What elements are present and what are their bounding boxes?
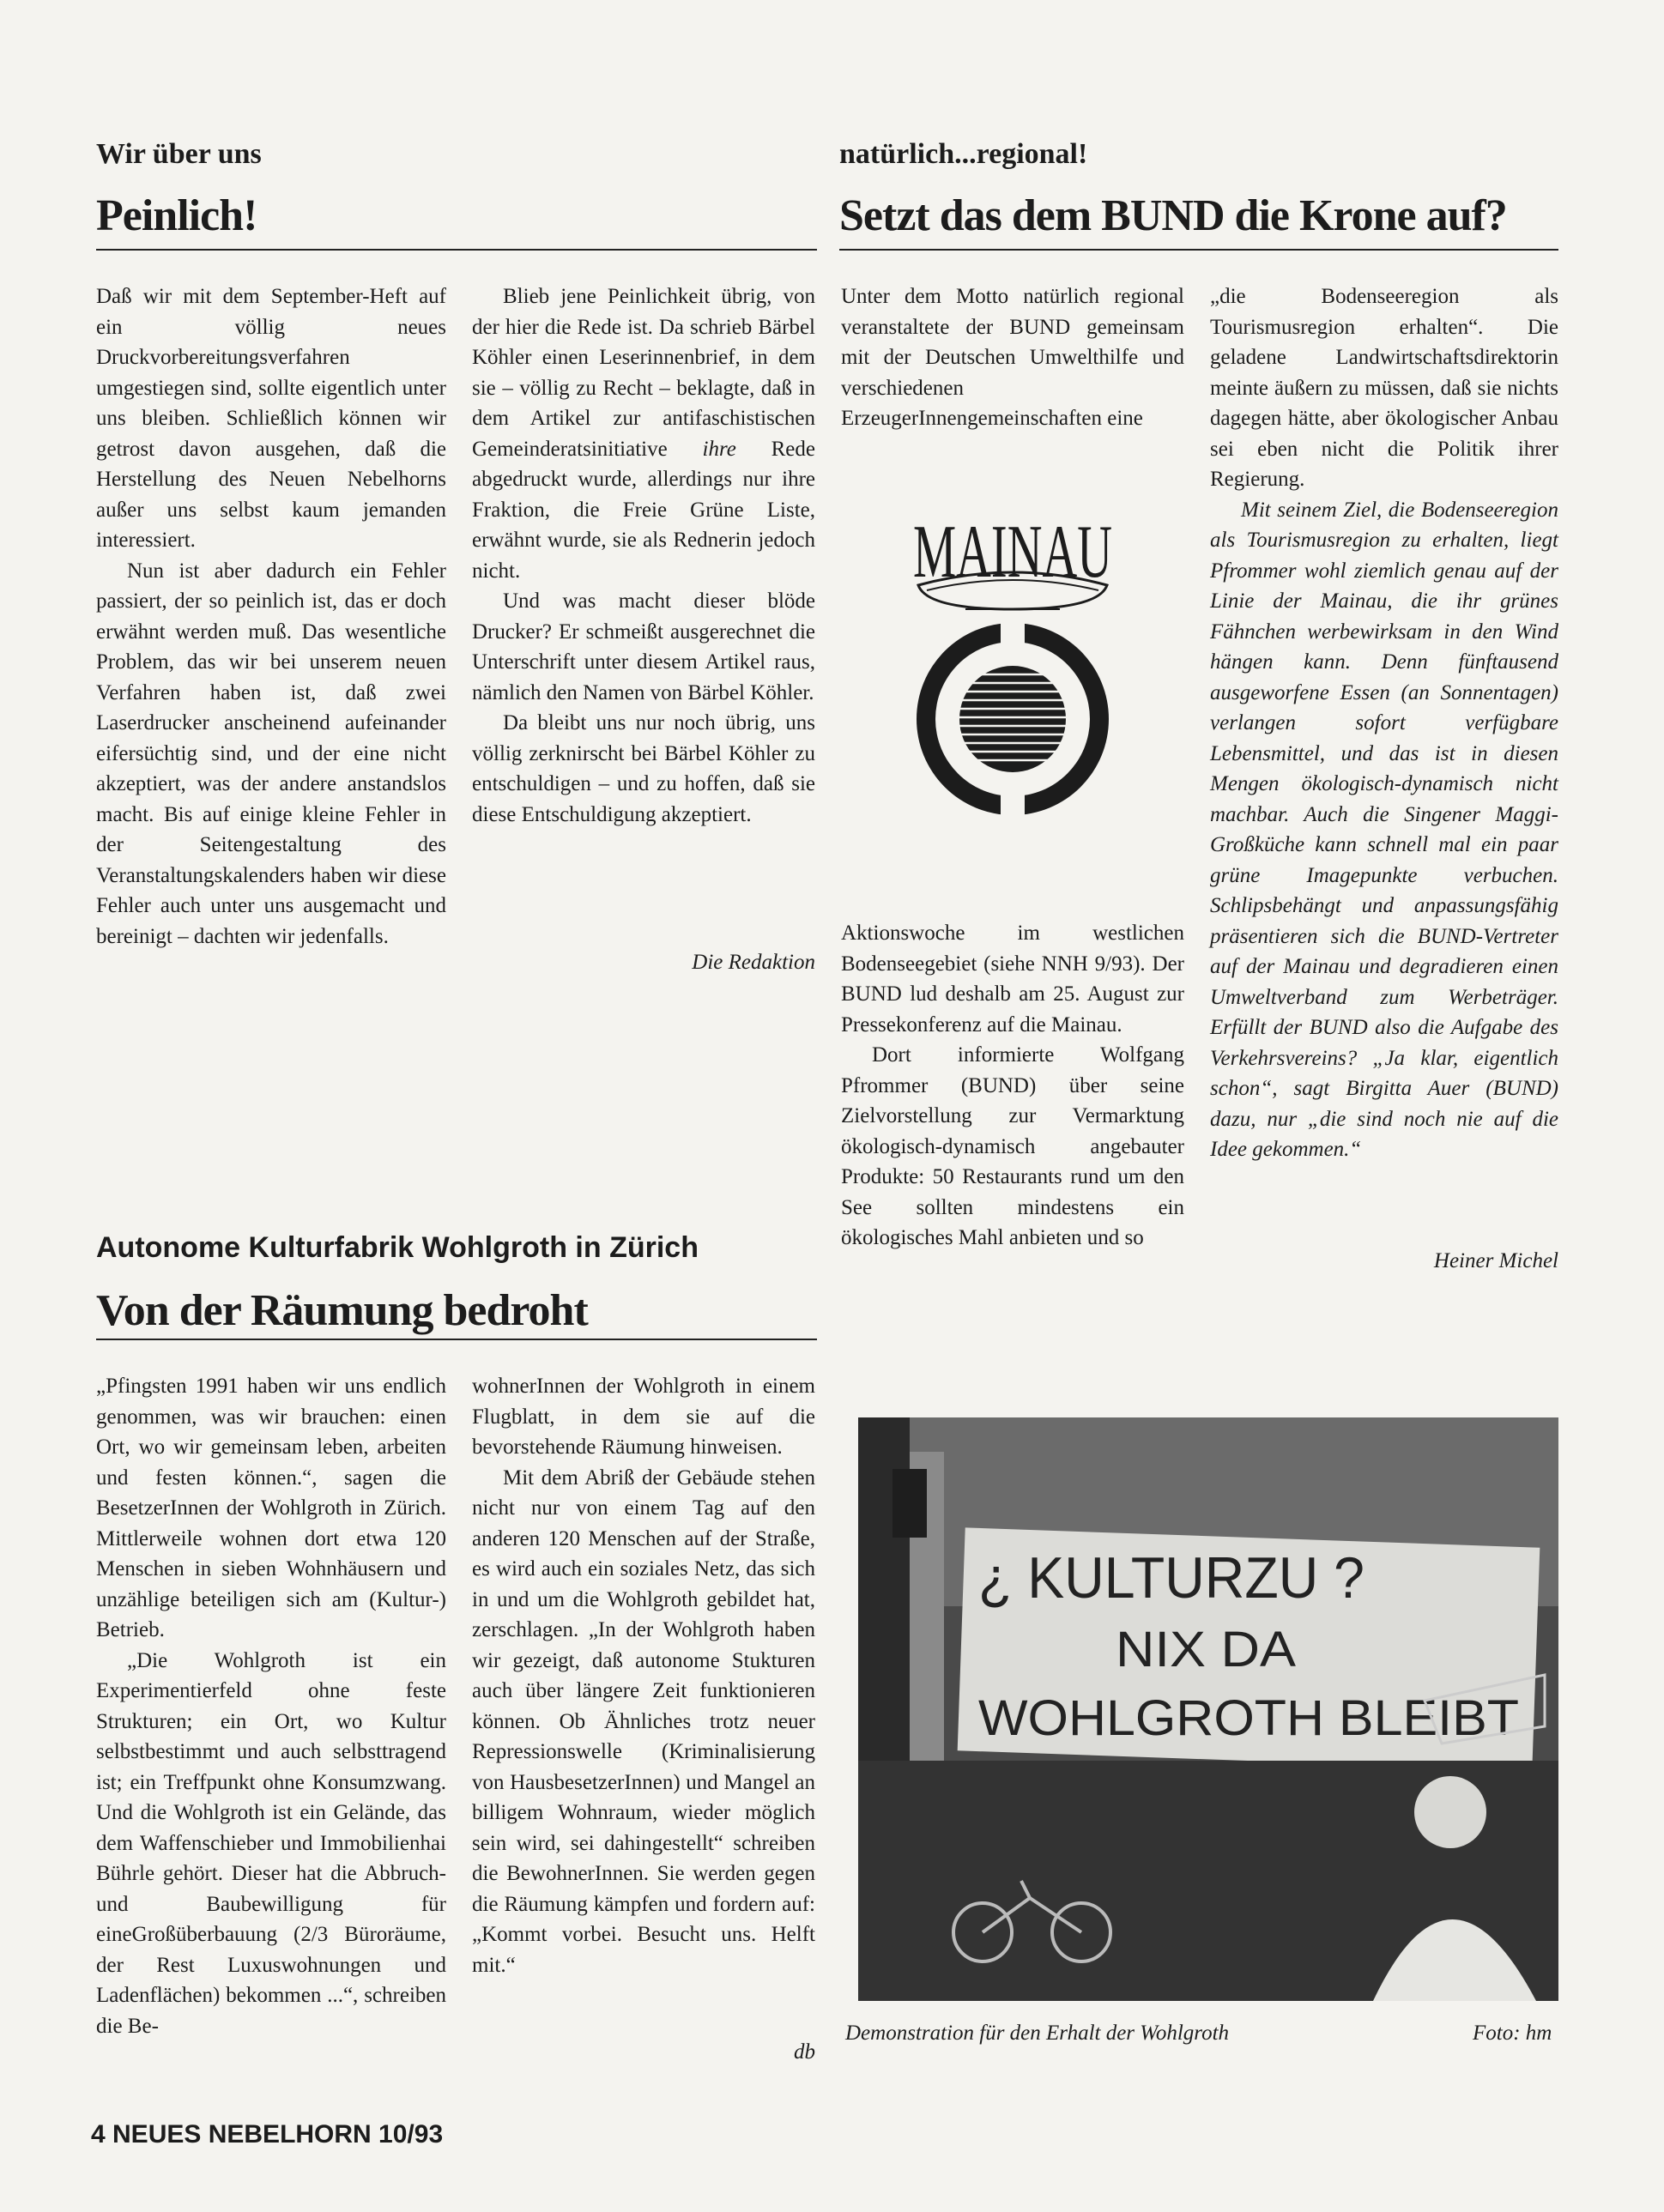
bottom-kicker: Autonome Kulturfabrik Wohlgroth in Zürich	[96, 1231, 699, 1264]
left-article-col2	[472, 281, 815, 830]
photo-scene	[858, 1417, 1558, 2001]
right-article-col1-bottom	[841, 918, 1184, 1254]
text-run: Rede abgedruckt wurde, allerdings nur ihre Fraktion, die Freie Grüne Liste, erwähnt wurde, sie als Rednerin jedoch nicht.	[472, 437, 815, 583]
bottom-article-col1	[96, 1371, 446, 2041]
paragraph	[472, 281, 815, 586]
paragraph: Unter dem Motto natürlich regional veranstaltete der BUND gemeinsam mit der Deutschen Umwelthilfe und verschiedenen ErzeugerInnengemeinschaften eine	[841, 285, 1184, 430]
mainau-logo	[884, 480, 1141, 832]
left-headline: Peinlich!	[96, 191, 257, 240]
paragraph: Daß wir mit dem September-Heft auf ein völlig neues Druckvorbereitungsverfahren umgestiegen sind, sollte eigentlich unter uns bleiben. Schließlich können wir getrost davon ausgehen, daß die Herstellung des Neuen Nebelhorns außer uns selbst kaum jemanden interessiert.	[96, 285, 446, 552]
paragraph: „Die Wohlgroth ist ein Experimentierfeld ohne feste Strukturen; ein Ort, wo Kultur selbstbestimmt und auch selbsttragend ist; ein Treffpunkt ohne Konsumzwang. Und die Wohlgroth ist ein Gelände, das dem Waffenschieber und Immobilienhai Bührle gehört. Dieser hat die Abbruch- und Baubewilligung für eineGroßüberbauung (2/3 Büroräume, der Rest Luxuswohnungen und Ladenflächen) bekommen ...“, schreiben die Be-	[96, 1648, 446, 2038]
page-footer: 4 NEUES NEBELHORN 10/93	[91, 2120, 444, 2149]
paragraph: Nun ist aber dadurch ein Fehler passiert, der so peinlich ist, das er doch erwähnt werden muß. Das wesentliche Problem, das wir bei unserem neuen Verfahren haben ist, daß zwei Laserdrucker anscheinend aufeinander eifersüchtig sind, und der eine nicht akzeptiert, was der andere anstandslos macht. Bis auf einige kleine Fehler in der Seitengestaltung des Veranstaltungskalenders haben wir diese Fehler auch unter uns ausgemacht und bereinigt – dachten wir jedenfalls.	[96, 559, 446, 948]
mainau-logo-text: MAINAU	[913, 511, 1112, 594]
paragraph: Da bleibt uns nur noch übrig, uns völlig zerknirscht bei Bärbel Köhler zu entschuldigen – und zu hoffen, daß sie diese Entschuldigung akzeptiert.	[472, 711, 815, 826]
text-run: Blieb jene Peinlichkeit übrig, von der hier die Rede ist. Da schrieb Bärbel Köhler einen Leserinnenbrief, in dem sie – völlig zu Recht – beklagte, daß in dem Artikel zur antifaschistischen Gemeinderatsinitiative	[472, 285, 815, 461]
right-article-col2	[1210, 281, 1558, 1165]
paragraph: „Pfingsten 1991 haben wir uns endlich genommen, was wir brauchen: einen Ort, wo wir gemeinsam leben, arbeiten und festen können.“, sagen die BesetzerInnen der Wohlgroth in Zürich. Mittlerweile wohnen dort etwa 120 Menschen in sieben Wohnhäusern und unzählige beteiligen sich am (Kultur-) Betrieb.	[96, 1375, 446, 1641]
banner-line1: ¿ KULTURZU ?	[978, 1545, 1364, 1611]
photo-credit: Foto: hm	[1473, 2022, 1552, 2045]
paragraph: Mit dem Abriß der Gebäude stehen nicht nur von einem Tag auf den anderen 120 Menschen auf der Straße, es wird auch ein soziales Netz, das sich in und um die Wohlgroth gebildet hat, zerschlagen. „In der Wohlgroth haben wir gezeigt, daß autonome Stukturen auch über längere Zeit funktionieren können. Ob Ähnliches trotz neuer Repressionswelle (Kriminalisierung von HausbesetzerInnen) und Mangel an billigem Wohnraum, wieder möglich sein wird, sei dahingestellt“ schreiben die BewohnerInnen. Sie werden gegen die Räumung kämpfen und fordern auf: „Kommt vorbei. Besucht uns. Helft mit.“	[472, 1466, 815, 1977]
paragraph: Aktionswoche im westlichen Bodenseegebiet (siehe NNH 9/93). Der BUND lud deshalb am 25. August zur Pressekonferenz auf die Mainau.	[841, 922, 1184, 1036]
mainau-logo-graphic	[884, 480, 1141, 832]
bottom-headline-rule	[96, 1339, 817, 1340]
right-kicker: natürlich...regional!	[839, 138, 1088, 170]
paragraph: wohnerInnen der Wohlgroth in einem Flugblatt, in dem sie auf die bevorstehende Räumung hinweisen.	[472, 1375, 815, 1459]
left-kicker: Wir über uns	[96, 138, 262, 170]
left-article-col1	[96, 281, 446, 952]
paragraph: Mit seinem Ziel, die Bodenseeregion als Tourismusregion zu erhalten, liegt Pfrommer wohl ziemlich genau auf der Linie der Mainau, die ihr grünes Fähnchen werbewirksam in den Wind hängen kann. Denn fünftausend ausgeworfene Essen (an Sonnentagen) verlangen sofort verfügbare Lebensmittel, und das ist in diesen Mengen ökologisch-dynamisch nicht machbar. Auch die Singener Maggi-Großküche kann schnell mal ein paar grüne Imagepunkte verbuchen. Schlipsbehängt und anpassungsfähig präsentieren sich die BUND-Vertreter auf der Mainau und degradieren einen Umweltverband zum Werbeträger. Erfüllt der BUND also die Aufgabe des Verkehrsvereins? „Ja klar, eigentlich schon“, sagt Birgitta Auer (BUND) dazu, nur „die sind noch nie auf die Idee gekommen.“	[1210, 498, 1558, 1161]
right-article-col1-top	[841, 281, 1184, 434]
left-signature: Die Redaktion	[692, 951, 815, 974]
emphasis: ihre	[702, 437, 736, 461]
photo-caption: Demonstration für den Erhalt der Wohlgroth	[845, 2022, 1230, 2045]
right-signature: Heiner Michel	[1433, 1249, 1558, 1272]
right-headline-rule	[839, 249, 1558, 251]
paragraph: Dort informierte Wolfgang Pfrommer (BUND) über seine Zielvorstellung zur Vermarktung ökologisch-dynamisch angebauter Produkte: 50 Restaurants rund um den See sollten mindestens ein ökologisches Mahl anbieten und so	[841, 1043, 1184, 1249]
paragraph: Und was macht dieser blöde Drucker? Er schmeißt ausgerechnet die Unterschrift unter diesem Artikel raus, nämlich den Namen von Bärbel Köhler.	[472, 589, 815, 704]
bottom-signature: db	[794, 2040, 815, 2064]
bottom-headline: Von der Räumung bedroht	[96, 1286, 588, 1335]
right-headline: Setzt das dem BUND die Krone auf?	[839, 191, 1507, 240]
paragraph: „die Bodenseeregion als Tourismusregion erhalten“. Die geladene Landwirtschaftsdirektorin meinte äußern zu müssen, daß sie nichts dagegen hätte, aber ökologischer Anbau sei eben nicht die Politik ihrer Regierung.	[1210, 285, 1558, 491]
bottom-article-col2	[472, 1371, 815, 1980]
banner-line2: NIX DA	[1116, 1622, 1297, 1677]
left-headline-rule	[96, 249, 817, 251]
demonstration-photo	[858, 1417, 1558, 2001]
banner-line3: WOHLGROTH BLEIBT	[978, 1690, 1519, 1746]
